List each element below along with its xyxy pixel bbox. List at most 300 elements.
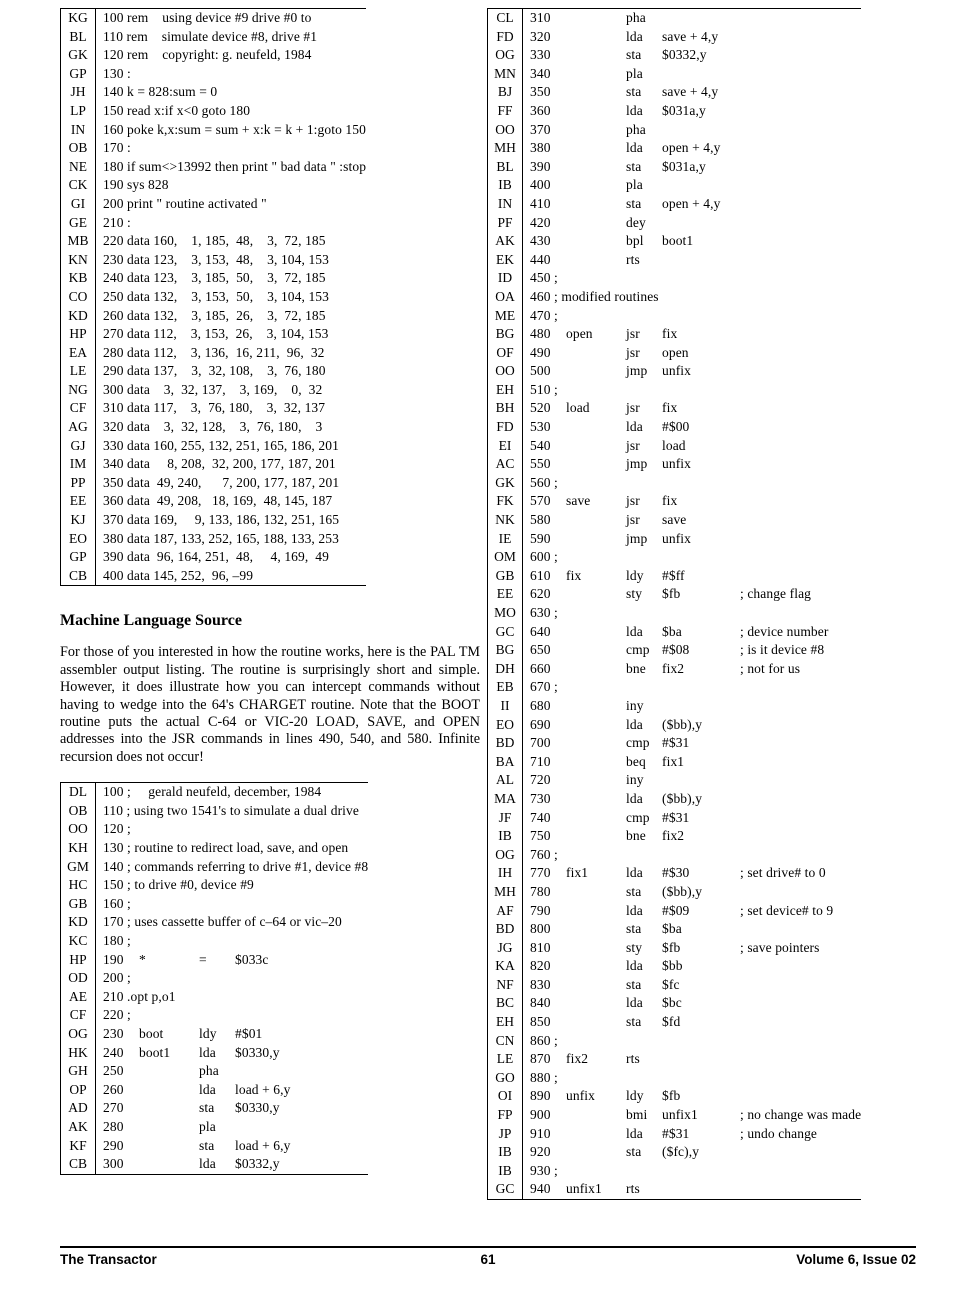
checksum-code: AG xyxy=(68,419,88,435)
comment-field: ; is it device #8 xyxy=(740,642,825,658)
checksum-code: CL xyxy=(496,10,514,25)
listing-code xyxy=(523,976,861,995)
checksum-code: BH xyxy=(495,400,515,416)
comment-field: ; no change was made xyxy=(740,1107,862,1123)
listing-row xyxy=(61,121,366,140)
listing-code: 360 data 49, 208, 18, 169, 48, 145, 187 xyxy=(103,493,333,509)
listing-row xyxy=(488,1087,861,1106)
assembler-listing-left xyxy=(60,782,480,1174)
opcode-field: ldy xyxy=(199,1025,217,1041)
operand-field: fix1 xyxy=(662,753,685,769)
line-number: 780 xyxy=(530,883,551,899)
assembler-listing-right xyxy=(487,8,917,1200)
line-number: 750 xyxy=(530,828,551,844)
listing-code: 170 ; uses cassette buffer of c–64 or vic–20 xyxy=(103,914,342,930)
listing-code xyxy=(523,697,861,716)
line-number: 360 xyxy=(530,102,551,118)
checksum-code: MO xyxy=(494,605,516,620)
line-number: 640 xyxy=(530,623,551,639)
checksum-code: AC xyxy=(495,456,515,472)
opcode-field: sta xyxy=(626,1144,642,1160)
listing-code: 160 poke k,x:sum = sum + x:k = k + 1:goto 150 xyxy=(103,121,366,137)
listing-code: 220 ; xyxy=(103,1007,131,1023)
line-number: 380 xyxy=(530,140,551,156)
listing-row xyxy=(61,83,366,102)
checksum-code: KC xyxy=(68,933,88,948)
listing-row xyxy=(488,344,861,363)
opcode-field: beq xyxy=(626,753,646,769)
listing-row xyxy=(488,362,861,381)
listing-row xyxy=(488,660,861,679)
listing-code: 160 ; xyxy=(103,895,131,911)
listing-code xyxy=(523,1050,861,1069)
checksum-code: BC xyxy=(495,995,514,1011)
listing-row xyxy=(488,623,861,642)
checksum-code: BL xyxy=(69,28,87,44)
checksum-code: OO xyxy=(68,821,88,837)
label-field: boot xyxy=(139,1025,164,1041)
listing-row xyxy=(488,195,861,214)
footer-publication: The Transactor xyxy=(60,1252,157,1267)
listing-row xyxy=(61,1155,368,1174)
listing-row xyxy=(61,567,366,586)
checksum-code: PF xyxy=(497,214,513,230)
opcode-field: lda xyxy=(626,865,643,881)
listing-code: 460 ; modified routines xyxy=(530,288,659,304)
line-number: 660 xyxy=(530,660,551,676)
checksum-code: EH xyxy=(496,381,514,397)
checksum-code: OG xyxy=(68,1025,88,1041)
line-number: 680 xyxy=(530,697,551,713)
checksum-code: GO xyxy=(495,1069,515,1085)
opcode-field: jmp xyxy=(626,530,648,546)
listing-row xyxy=(488,734,861,753)
listing-code xyxy=(523,399,861,418)
checksum-code: IB xyxy=(498,177,512,193)
listing-code xyxy=(523,753,861,772)
checksum-code: EA xyxy=(69,344,87,360)
operand-field: load + 6,y xyxy=(235,1081,291,1097)
opcode-field: bne xyxy=(626,828,646,844)
listing-code xyxy=(523,46,861,65)
opcode-field: bpl xyxy=(626,233,644,249)
opcode-field: iny xyxy=(626,697,644,713)
opcode-field: cmp xyxy=(626,735,650,751)
opcode-field: lda xyxy=(626,958,643,974)
checksum-code: PP xyxy=(70,474,86,490)
line-number: 900 xyxy=(530,1107,551,1123)
listing-code xyxy=(523,102,861,121)
opcode-field: pla xyxy=(626,177,643,193)
opcode-field: jsr xyxy=(626,493,640,509)
checksum-code: GC xyxy=(495,1181,515,1197)
opcode-field: jsr xyxy=(626,437,640,453)
listing-code: 280 data 112, 3, 136, 16, 211, 96, 32 xyxy=(103,344,325,360)
checksum-code: BA xyxy=(495,753,515,769)
listing-code xyxy=(523,902,861,921)
listing-row xyxy=(61,232,366,251)
listing-code xyxy=(523,28,861,47)
checksum-code: EI xyxy=(498,437,512,453)
line-number: 320 xyxy=(530,28,551,44)
listing-row xyxy=(488,548,861,567)
checksum-code: BJ xyxy=(497,84,513,100)
listing-code xyxy=(523,214,861,233)
listing-row xyxy=(61,1137,368,1156)
checksum-code: IB xyxy=(498,1144,512,1160)
line-number: 810 xyxy=(530,939,551,955)
listing-row xyxy=(488,288,861,307)
checksum-code: FD xyxy=(496,28,514,44)
operand-field: fix xyxy=(662,493,678,509)
line-number: 700 xyxy=(530,735,551,751)
listing-row xyxy=(488,418,861,437)
listing-row xyxy=(488,846,861,865)
listing-row xyxy=(488,381,861,400)
listing-code: 380 data 187, 133, 252, 165, 188, 133, 253 xyxy=(103,530,339,546)
line-number: 910 xyxy=(530,1125,551,1141)
checksum-code: OD xyxy=(68,970,88,986)
opcode-field: lda xyxy=(626,790,643,806)
listing-code xyxy=(523,734,861,753)
listing-row xyxy=(61,858,368,877)
opcode-field: sta xyxy=(626,195,642,211)
listing-code: 510 ; xyxy=(530,381,558,397)
listing-code xyxy=(96,1118,368,1137)
opcode-field: sta xyxy=(626,976,642,992)
checksum-code: NK xyxy=(495,512,515,528)
label-field: fix2 xyxy=(566,1051,589,1067)
operand-field: ($fc),y xyxy=(662,1144,700,1160)
opcode-field: rts xyxy=(626,251,640,267)
line-number: 590 xyxy=(530,530,551,546)
listing-code xyxy=(523,1180,861,1199)
listing-row xyxy=(488,1180,861,1199)
listing-code xyxy=(523,920,861,939)
listing-code xyxy=(96,1062,368,1081)
listing-code: 210 .opt p,o1 xyxy=(103,988,176,1004)
label-field: boot1 xyxy=(139,1044,171,1060)
listing-code xyxy=(96,1044,368,1063)
listing-code: 400 data 145, 252, 96, –99 xyxy=(103,567,254,583)
listing-row xyxy=(61,251,366,270)
listing-row xyxy=(61,399,366,418)
opcode-field: sta xyxy=(626,47,642,63)
checksum-code: OO xyxy=(495,121,515,137)
listing-row xyxy=(488,511,861,530)
listing-row xyxy=(488,1013,861,1032)
listing-code xyxy=(523,195,861,214)
line-number: 850 xyxy=(530,1014,551,1030)
listing-row xyxy=(488,28,861,47)
opcode-field: pla xyxy=(626,65,643,81)
line-number: 300 xyxy=(103,1156,124,1172)
checksum-code: KJ xyxy=(70,512,86,528)
line-number: 400 xyxy=(530,177,551,193)
left-column xyxy=(60,8,480,1175)
listing-row xyxy=(61,139,366,158)
comment-field: ; set device# to 9 xyxy=(740,902,834,918)
opcode-field: sta xyxy=(626,158,642,174)
listing-code xyxy=(523,567,861,586)
listing-row xyxy=(61,474,366,493)
operand-field: load + 6,y xyxy=(235,1137,291,1153)
line-number: 890 xyxy=(530,1088,551,1104)
line-number: 430 xyxy=(530,233,551,249)
listing-row xyxy=(488,809,861,828)
listing-code: 450 ; xyxy=(530,270,558,286)
listing-row xyxy=(488,9,861,28)
listing-code: 370 data 169, 9, 133, 186, 132, 251, 165 xyxy=(103,512,340,528)
opcode-field: cmp xyxy=(626,642,650,658)
line-number: 350 xyxy=(530,84,551,100)
label-field: load xyxy=(566,400,590,416)
listing-row xyxy=(488,920,861,939)
operand-field: $031a,y xyxy=(662,102,706,118)
listing-row xyxy=(61,176,366,195)
listing-code: 600 ; xyxy=(530,549,558,565)
listing-row xyxy=(488,65,861,84)
listing-row xyxy=(488,214,861,233)
checksum-code: LE xyxy=(69,363,87,379)
opcode-field: lda xyxy=(626,995,643,1011)
listing-code: 150 ; to drive #0, device #9 xyxy=(103,877,254,893)
listing-row xyxy=(488,697,861,716)
assembler-left-rows xyxy=(60,782,368,1174)
listing-row xyxy=(61,418,366,437)
operand-field: unfix xyxy=(662,530,691,546)
listing-row xyxy=(488,1162,861,1181)
checksum-code: ID xyxy=(497,270,513,286)
listing-row xyxy=(61,802,368,821)
checksum-code: AF xyxy=(496,902,514,918)
checksum-code: IN xyxy=(497,195,513,211)
listing-code: 180 if sum<>13992 then print " bad data " :stop xyxy=(103,158,367,174)
listing-code: 350 data 49, 240, 7, 200, 177, 187, 201 xyxy=(103,474,340,490)
operand-field: #$30 xyxy=(662,865,690,881)
line-number: 650 xyxy=(530,642,551,658)
listing-code xyxy=(523,1087,861,1106)
checksum-code: BD xyxy=(495,921,515,937)
operand-field: $033c xyxy=(235,951,269,967)
checksum-code: HP xyxy=(69,951,87,967)
listing-row xyxy=(488,1069,861,1088)
opcode-field: jsr xyxy=(626,512,640,528)
operand-field: $fb xyxy=(662,1088,681,1104)
listing-row xyxy=(61,344,366,363)
checksum-code: DH xyxy=(495,660,515,676)
opcode-field: lda xyxy=(626,716,643,732)
listing-code xyxy=(523,585,861,604)
line-number: 690 xyxy=(530,716,551,732)
listing-code xyxy=(523,158,861,177)
line-number: 340 xyxy=(530,65,551,81)
listing-row xyxy=(488,567,861,586)
opcode-field: jmp xyxy=(626,363,648,379)
listing-code xyxy=(96,1137,368,1156)
listing-row xyxy=(488,827,861,846)
basic-listing-rows xyxy=(60,8,366,586)
listing-code: 110 rem simulate device #8, drive #1 xyxy=(103,28,318,44)
opcode-field: pla xyxy=(199,1118,216,1134)
comment-field: ; save pointers xyxy=(740,939,820,955)
listing-code: 880 ; xyxy=(530,1069,558,1085)
line-number: 730 xyxy=(530,790,551,806)
operand-field: fix2 xyxy=(662,828,685,844)
basic-program-listing xyxy=(60,8,480,586)
listing-code xyxy=(523,9,861,28)
line-number: 620 xyxy=(530,586,551,602)
label-field: open xyxy=(566,326,593,342)
checksum-code: FK xyxy=(496,493,514,509)
listing-code xyxy=(523,827,861,846)
listing-row xyxy=(488,325,861,344)
checksum-code: GP xyxy=(69,549,87,565)
checksum-code: LE xyxy=(496,1051,514,1067)
listing-code xyxy=(523,1013,861,1032)
listing-row xyxy=(488,307,861,326)
label-field: save xyxy=(566,493,591,509)
line-number: 390 xyxy=(530,158,551,174)
checksum-code: KA xyxy=(495,958,515,974)
checksum-code: MH xyxy=(494,140,516,156)
checksum-code: OG xyxy=(495,47,515,63)
listing-code xyxy=(523,809,861,828)
label-field: unfix xyxy=(566,1088,595,1104)
checksum-code: MB xyxy=(67,233,89,249)
checksum-code: OA xyxy=(495,288,515,304)
listing-row xyxy=(61,195,366,214)
listing-code xyxy=(523,362,861,381)
checksum-code: CN xyxy=(495,1032,515,1048)
checksum-code: GH xyxy=(68,1063,88,1079)
line-number: 410 xyxy=(530,195,551,211)
line-number: 940 xyxy=(530,1181,551,1197)
comment-field: ; device number xyxy=(740,623,829,639)
operand-field: ($bb),y xyxy=(662,790,703,806)
operand-field: save + 4,y xyxy=(662,84,719,100)
checksum-code: JG xyxy=(497,939,513,955)
listing-code: 930 ; xyxy=(530,1162,558,1178)
checksum-code: KD xyxy=(68,914,88,930)
listing-row xyxy=(61,1099,368,1118)
listing-row xyxy=(488,641,861,660)
page-footer xyxy=(60,1246,916,1274)
opcode-field: lda xyxy=(626,623,643,639)
operand-field: $bb xyxy=(662,958,683,974)
operand-field: fix xyxy=(662,326,678,342)
listing-code: 170 : xyxy=(103,140,131,156)
listing-code xyxy=(523,65,861,84)
operand-field: $031a,y xyxy=(662,158,706,174)
opcode-field: lda xyxy=(626,1125,643,1141)
line-number: 330 xyxy=(530,47,551,63)
listing-code xyxy=(523,530,861,549)
listing-code xyxy=(523,1143,861,1162)
line-number: 490 xyxy=(530,344,551,360)
listing-row xyxy=(488,1032,861,1051)
checksum-code: IE xyxy=(498,530,512,546)
operand-field: $fd xyxy=(662,1014,681,1030)
checksum-code: OB xyxy=(68,802,88,818)
checksum-code: OI xyxy=(497,1088,513,1104)
listing-code xyxy=(523,232,861,251)
opcode-field: sta xyxy=(199,1100,215,1116)
opcode-field: lda xyxy=(199,1081,216,1097)
line-number: 230 xyxy=(103,1025,124,1041)
operand-field: load xyxy=(662,437,686,453)
opcode-field: lda xyxy=(626,28,643,44)
listing-row xyxy=(488,399,861,418)
listing-row xyxy=(61,158,366,177)
listing-row xyxy=(61,820,368,839)
opcode-field: lda xyxy=(199,1156,216,1172)
listing-row xyxy=(61,530,366,549)
listing-row xyxy=(61,325,366,344)
section-heading: Machine Language Source xyxy=(60,612,242,630)
opcode-field: jsr xyxy=(626,344,640,360)
listing-code: 320 data 3, 32, 128, 3, 76, 180, 3 xyxy=(103,419,323,435)
listing-row xyxy=(488,939,861,958)
listing-code xyxy=(523,1125,861,1144)
listing-row xyxy=(488,883,861,902)
listing-code: 470 ; xyxy=(530,307,558,323)
listing-code xyxy=(96,1099,368,1118)
checksum-code: FF xyxy=(497,102,513,118)
listing-code xyxy=(523,344,861,363)
checksum-code: GP xyxy=(69,65,87,81)
comment-field: ; change flag xyxy=(740,586,812,602)
checksum-code: MH xyxy=(494,883,516,899)
checksum-code: EE xyxy=(496,586,514,602)
section-paragraph: For those of you interested in how the routine works, here is the PAL TM assembler output listing. The routine is surprisingly short and simple. However, it does illustrate how you can intercept commands without having to wedge into the 64's CHARGET routine. Note that the BOOT routine puts the actual C-64 or VIC-20 LOAD, SAVE, and OPEN addresses into the JSR commands in lines 490, 540, and 580. Infinite recursion does not occur! xyxy=(60,644,480,765)
checksum-code: KD xyxy=(68,307,88,323)
checksum-code: IB xyxy=(498,828,512,844)
listing-code xyxy=(523,176,861,195)
opcode-field: jmp xyxy=(626,456,648,472)
line-number: 610 xyxy=(530,567,551,583)
line-number: 250 xyxy=(103,1063,124,1079)
checksum-code: GK xyxy=(68,47,88,63)
opcode-field: iny xyxy=(626,772,644,788)
listing-row xyxy=(61,288,366,307)
listing-code xyxy=(96,951,368,970)
listing-row xyxy=(61,9,366,28)
operand-field: #$09 xyxy=(662,902,690,918)
checksum-code: AE xyxy=(69,988,87,1004)
listing-row xyxy=(61,951,368,970)
checksum-code: AK xyxy=(495,233,515,249)
listing-code: 120 rem copyright: g. neufeld, 1984 xyxy=(103,47,312,63)
checksum-code: II xyxy=(500,697,510,713)
listing-row xyxy=(488,46,861,65)
line-number: 420 xyxy=(530,214,551,230)
checksum-code: KB xyxy=(68,270,88,286)
listing-code xyxy=(523,716,861,735)
checksum-code: OO xyxy=(495,363,515,379)
opcode-field: jsr xyxy=(626,326,640,342)
checksum-code: ME xyxy=(494,307,516,323)
listing-row xyxy=(488,139,861,158)
line-number: 770 xyxy=(530,865,551,881)
operand-field: $fc xyxy=(662,976,680,992)
line-number: 530 xyxy=(530,419,551,435)
line-number: 570 xyxy=(530,493,551,509)
operand-field: save xyxy=(662,512,687,528)
checksum-code: JP xyxy=(498,1125,512,1141)
operand-field: fix xyxy=(662,400,678,416)
listing-code: 150 read x:if x<0 goto 180 xyxy=(103,102,251,118)
